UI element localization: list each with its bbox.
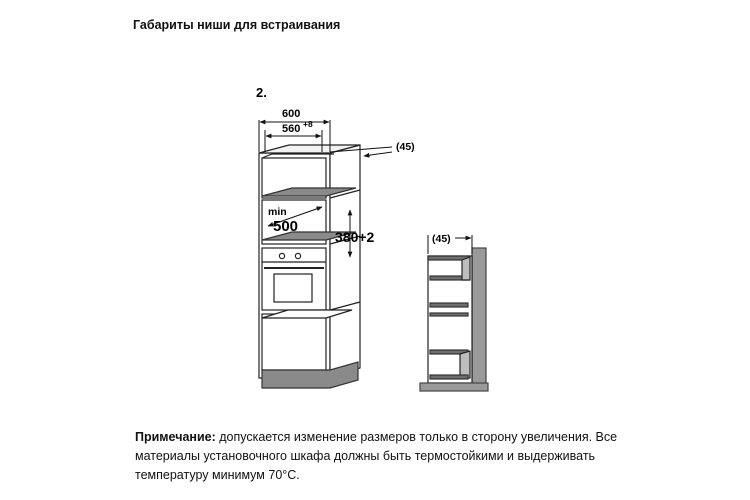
step-label: 2.	[256, 85, 267, 100]
width-tolerance-label: +8	[303, 119, 313, 129]
cabinet-side-view	[420, 235, 488, 391]
width-inner-label: 560	[282, 123, 301, 135]
height-label: 380+2	[335, 229, 375, 245]
note-line-2: материалы установочного шкафа должны быть термостойкими и выдерживать	[135, 449, 596, 463]
depth-label: 500	[273, 218, 299, 235]
note-paragraph	[135, 428, 655, 485]
cabinet-front-view	[259, 145, 360, 388]
width-outer-label: 600	[282, 108, 301, 120]
page-title: Габариты ниши для встраивания	[133, 18, 341, 32]
note-label: Примечание:	[135, 430, 216, 444]
note-line-1: Примечание: допускается изменение размеров только в сторону увеличения. Все	[135, 430, 618, 444]
min-label: min	[268, 206, 287, 218]
note-line-3: температуру минимум 70°С.	[135, 468, 300, 482]
depth-gap-top-label: (45)	[396, 141, 415, 153]
depth-gap-side-label: (45)	[432, 233, 451, 245]
